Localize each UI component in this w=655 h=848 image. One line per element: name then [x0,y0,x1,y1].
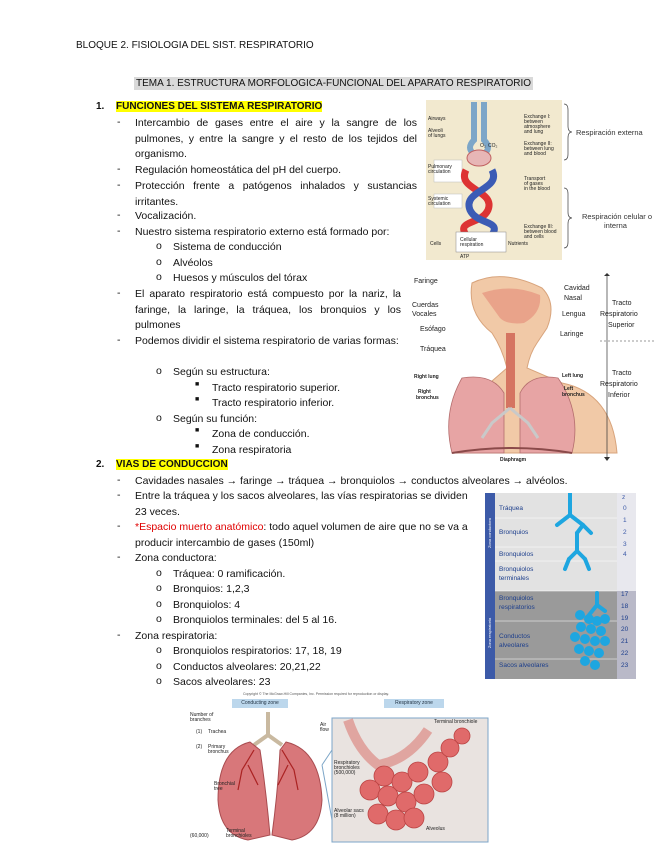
svg-text:Tracto: Tracto [612,300,632,307]
svg-text:Nutrients: Nutrients [508,241,529,247]
svg-text:Superior: Superior [608,322,635,329]
sublist-item: Tráquea: 0 ramificación. [173,568,286,580]
svg-text:(60,000): (60,000) [190,833,209,839]
label-terminal-bronchiole: Terminal bronchiole [434,719,478,725]
svg-text:Pulmonary: Pulmonary [428,164,452,170]
sublist-item: Bronquiolos: 4 [173,599,241,611]
list-item: Protección frente a patógenos inhalados y sustancias irritantes. [135,180,417,208]
gen-z: 17 [621,591,629,598]
svg-text:Exchange I:: Exchange I: [524,114,551,120]
svg-text:bronchioles: bronchioles [226,833,252,839]
conducting-zone-tag: Conducting zone [232,699,288,708]
sublist-item: Conductos alveolares: 20,21,22 [173,661,321,673]
side-label-conducting: Zona conductora [487,517,492,549]
svg-text:Exchange III:: Exchange III: [524,224,554,230]
sublist-item: Alvéolos [173,257,213,269]
svg-text:Airways: Airways [428,116,446,122]
gen-z: 0 [623,505,627,512]
label-laringe: Laringe [560,331,584,338]
svg-text:O₂: O₂ [480,143,486,149]
svg-text:Respiratory: Respiratory [334,760,360,766]
svg-text:circulation: circulation [428,201,451,207]
svg-text:Transport: Transport [524,176,546,182]
dead-space-term: Espacio muerto anatómico [139,521,264,533]
svg-text:bronchus: bronchus [208,749,229,755]
topic-title: TEMA 1. ESTRUCTURA MORFOLOGICA-FUNCIONAL DEL APARATO RESPIRATORIO [136,78,532,89]
gen-z: 3 [623,541,627,548]
label-trachea: Trachea [208,729,227,735]
list-item: Cavidades nasales → faringe → tráquea → bronquiolos → conductos alveolares → alvéolos. [135,475,568,487]
svg-text:Inferior: Inferior [608,392,630,399]
svg-text:of lungs: of lungs [428,133,446,139]
sublist-label: Según su función: [173,413,258,425]
gen-z: 18 [621,603,629,610]
label-traquea: Tráquea [420,346,446,353]
svg-text:and blood: and blood [524,151,546,157]
svg-text:in the blood: in the blood [524,186,550,192]
svg-text:Cuerdas: Cuerdas [412,302,439,309]
respiratory-anatomy-figure [412,273,654,468]
section2-number: 2. [96,459,105,470]
sublist-item: Sistema de conducción [173,241,282,253]
svg-text:branches: branches [190,717,211,723]
svg-text:Right: Right [418,389,431,395]
svg-text:between lung: between lung [524,146,554,152]
svg-text:atmosphere: atmosphere [524,124,551,130]
sublist-item: Bronquiolos terminales: del 5 al 16. [173,614,338,626]
document-header: BLOQUE 2. FISIOLOGIA DEL SIST. RESPIRATORIO [76,40,314,51]
svg-text:Tracto: Tracto [612,370,632,377]
svg-text:Cellular: Cellular [460,237,477,243]
label-faringe: Faringe [414,278,438,285]
svg-text:ATP: ATP [460,254,470,260]
svg-text:(2): (2) [196,744,203,750]
airway-generations-figure [485,493,636,679]
subsublist-item: Zona de conducción. [212,428,310,440]
svg-text:bronchioles: bronchioles [334,765,360,771]
subsublist-item: Tracto respiratorio superior. [212,382,340,394]
svg-text:(1): (1) [196,729,203,735]
side-label-respiratory: Zona respiratoria [487,617,492,649]
gen-name: Bronquiolos respiratorios [499,595,535,611]
gen-z: 20 [621,626,629,633]
list-item: Zona conductora: [135,552,217,564]
gen-z: 2 [623,529,627,536]
list-item: El aparato respiratorio está compuesto por la nariz, la faringe, la laringe, la tráquea, los bronquios y los pulmones [135,288,401,332]
list-item: Zona respiratoria: [135,630,218,642]
list-item: Podemos dividir el sistema respiratorio de varias formas: [135,335,399,347]
svg-text:circulation: circulation [428,169,451,175]
gen-name: Bronquios [499,529,529,536]
list-item: Intercambio de gases entre el aire y la sangre de los pulmones, y entre la sangre y el resto de los tejidos del organismo. [135,117,417,161]
svg-text:CO₂: CO₂ [488,143,498,149]
svg-text:between blood: between blood [524,229,557,235]
svg-text:Cavidad: Cavidad [564,285,590,292]
svg-text:Respiración celular o: Respiración celular o [582,212,653,221]
svg-text:bronchus: bronchus [416,395,439,401]
svg-text:Exchange II:: Exchange II: [524,141,552,147]
svg-text:Nasal: Nasal [564,295,582,302]
subsublist-item: Zona respiratoria [212,444,292,456]
label-right-lung: Right lung [414,374,439,380]
subsublist-item: Tracto respiratorio inferior. [212,397,335,409]
sublist-item: Sacos alveolares: 23 [173,676,271,688]
label-left-lung: Left lung [562,373,584,379]
svg-text:Alveoli: Alveoli [428,128,443,134]
list-item: Nuestro sistema respiratorio externo está formado por: [135,226,390,238]
svg-text:interna: interna [604,221,627,230]
sublist-item: Bronquiolos respiratorios: 17, 18, 19 [173,645,342,657]
gen-name: Conductos alveolares [499,633,531,649]
section2-title: VIAS DE CONDUCCION [116,459,228,470]
label-diaphragm: Diaphragm [500,457,527,463]
svg-text:between: between [524,119,543,125]
svg-text:Vocales: Vocales [412,311,437,318]
svg-text:Cells: Cells [430,241,442,247]
sublist-item: Huesos y músculos del tórax [173,272,308,284]
section1-title: FUNCIONES DEL SISTEMA RESPIRATORIO [116,101,323,112]
svg-text:Left: Left [564,386,574,392]
sublist-label: Según su estructura: [173,366,270,378]
svg-text:of gases: of gases [524,181,543,187]
gen-name: Sacos alveolares [499,662,549,669]
svg-text:and lung: and lung [524,129,544,135]
sublist-item: Bronquios: 1,2,3 [173,583,250,595]
gen-z: 22 [621,650,629,657]
svg-text:bronchus: bronchus [562,392,585,398]
gen-z: 1 [623,517,627,524]
gen-z: 21 [621,638,629,645]
list-item: Vocalización. [135,210,197,222]
respiratory-zone-tag: Respiratory zone [384,699,444,708]
list-item: Regulación homeostática del pH del cuerpo. [135,164,342,176]
svg-text:Terminal: Terminal [226,828,245,834]
svg-text:(500,000): (500,000) [334,770,356,776]
gen-z: 4 [623,551,627,558]
gas-exchange-figure [426,100,654,260]
gen-z: 19 [621,615,629,622]
svg-text:Respiratorio: Respiratorio [600,381,638,388]
svg-text:and cells: and cells [524,234,544,240]
svg-text:Bronchial: Bronchial [214,781,235,787]
svg-text:respiration: respiration [460,242,484,248]
gen-name: Tráquea [499,505,523,512]
external-respiration-label: Respiración externa [576,128,643,137]
label-number-of-branches: Number of [190,712,214,718]
svg-text:Respiratorio: Respiratorio [600,311,638,318]
dead-space-item [135,520,475,551]
svg-text:tree: tree [214,786,223,792]
label-alveolus: Alveolus [426,826,445,832]
gen-z: 23 [621,662,629,669]
svg-text:(8 million): (8 million) [334,813,356,819]
dead-space-definition: : todo aquel volumen de aire que no se va a producir intercambio de gases (150ml) [135,521,468,549]
svg-text:Alveolar sacs: Alveolar sacs [334,808,364,814]
lung-zones-figure [188,690,490,848]
label-lengua: Lengua [562,311,586,318]
gen-name: Bronquiolos [499,551,534,558]
copyright-notice: Copyright © The McGraw-Hill Companies, Inc. Permission required for reproduction or display. [243,692,390,696]
dead-space-star: * [135,521,140,533]
svg-text:Systemic: Systemic [428,196,449,202]
gen-name: Bronquiolos terminales [499,566,534,582]
label-esofago: Esófago [420,326,446,333]
list-item: Entre la tráquea y los sacos alveolares, las vías respiratorias se dividen 23 veces. [135,490,468,518]
svg-text:Air: Air [320,722,327,728]
section1-number: 1. [96,101,105,112]
svg-text:flow: flow [320,727,329,733]
svg-text:Primary: Primary [208,744,226,750]
z-header: z [622,494,626,501]
